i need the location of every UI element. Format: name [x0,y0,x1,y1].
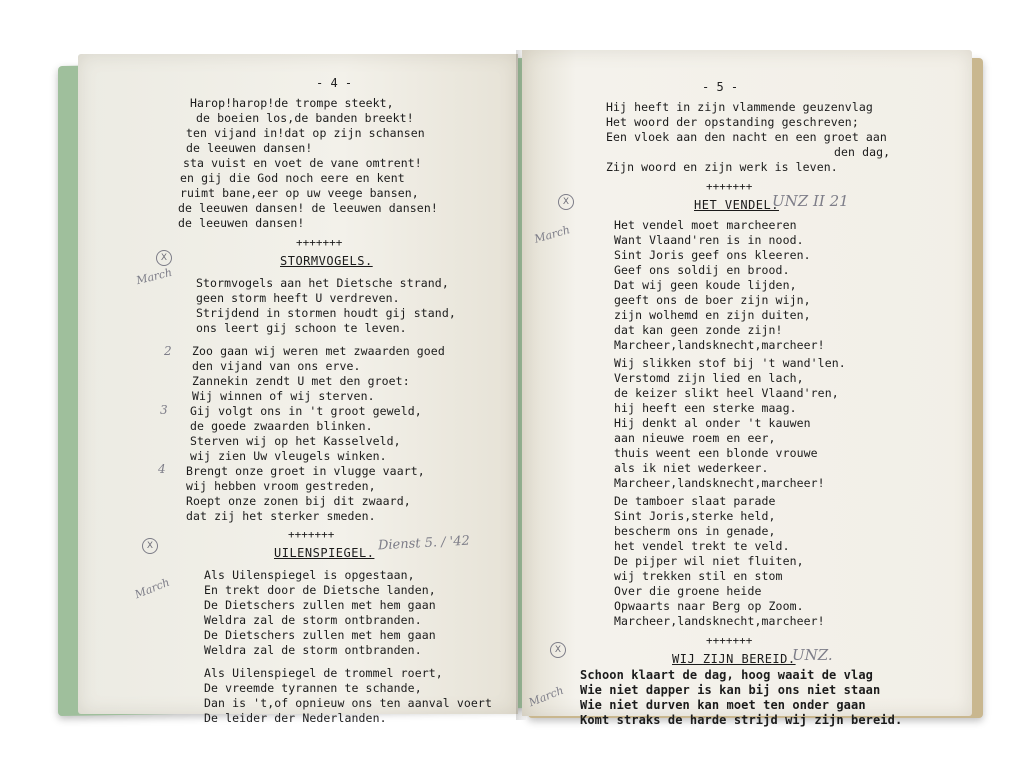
circled-x-mark: X [142,538,158,554]
handwritten-march: March [526,683,566,710]
handwritten-march: March [532,223,572,246]
page-number-4: - 4 - [316,76,353,90]
separator: +++++++ [706,180,753,193]
text-line: geeft ons de boer zijn wijn, [614,293,811,307]
text-line: En trekt door de Dietsche landen, [204,583,436,597]
text-line: Weldra zal de storm ontbranden. [204,643,422,657]
song-title-stormvogels: STORMVOGELS. [280,254,373,268]
text-line: Sterven wij op het Kasselveld, [190,434,401,448]
text-line: Marcheer,landsknecht,marcheer! [614,476,825,490]
handwritten-march: March [132,575,172,602]
open-booklet [58,50,988,727]
text-line: Opwaarts naar Berg op Zoom. [614,599,804,613]
text-line: De tamboer slaat parade [614,494,776,508]
handwritten-unz-note: UNZ. [792,646,833,664]
text-line: geen storm heeft U verdreven. [196,291,400,305]
text-line: Strijdend in stormen houdt gij stand, [196,306,456,320]
text-line: Wie niet durven kan moet ten onder gaan [580,698,866,712]
text-line: Het woord der opstanding geschreven; [606,115,859,129]
text-line: Verstomd zijn lied en lach, [614,371,804,385]
text-line: Zannekin zendt U met den groet: [192,374,410,388]
page-number-5: - 5 - [702,80,739,94]
song-title-het-vendel: HET VENDEL. [694,198,779,212]
text-line: de leeuwen dansen! [186,141,313,155]
text-line: Wie niet dapper is kan bij ons niet staan [580,683,881,697]
separator: +++++++ [288,528,335,541]
text-line: Marcheer,landsknecht,marcheer! [614,338,825,352]
text-line: Wij winnen of wij sterven. [192,389,375,403]
song-title-wij-zijn-bereid: WIJ ZIJN BEREID. [672,652,796,666]
text-line: Als Uilenspiegel is opgestaan, [204,568,415,582]
text-line: Weldra zal de storm ontbranden. [204,613,422,627]
text-line: Zoo gaan wij weren met zwaarden goed [192,344,445,358]
text-line: Dat wij geen koude lijden, [614,278,797,292]
handwritten-number: 4 [158,462,166,476]
text-line: ten vijand in!dat op zijn schansen [186,126,425,140]
text-line: Als Uilenspiegel de trommel roert, [204,666,443,680]
text-line: Want Vlaand'ren is in nood. [614,233,804,247]
separator: +++++++ [706,634,753,647]
text-line: ruimt bane,eer op uw veege bansen, [180,186,419,200]
text-line: den dag, [834,145,891,159]
text-line: wij trekken stil en stom [614,569,783,583]
text-line: Wij slikken stof bij 't wand'len. [614,356,846,370]
text-line: de leeuwen dansen! [178,216,305,230]
text-line: Hij heeft in zijn vlammende geuzenvlag [606,100,873,114]
text-line: Dan is 't,of opnieuw ons ten aanval voert [204,696,492,710]
text-line: de goede zwaarden blinken. [190,419,373,433]
text-line: dat kan geen zonde zijn! [614,323,783,337]
text-line: hij heeft een sterke maag. [614,401,797,415]
text-line: sta vuist en voet de vane omtrent! [183,156,422,170]
text-line: Een vloek aan den nacht en een groet aan [606,130,887,144]
text-line: De leider der Nederlanden. [204,711,387,725]
text-line: dat zij het sterker smeden. [186,509,376,523]
handwritten-dienst-note: Dienst 5. / '42 [377,533,471,554]
text-line: De Dietschers zullen met hem gaan [204,598,436,612]
text-line: bescherm ons in genade, [614,524,776,538]
left-page [78,54,518,725]
text-line: Roept onze zonen bij dit zwaard, [186,494,411,508]
text-line: wij zien Uw vleugels winken. [190,449,387,463]
text-line: de boeien los,de banden breekt! [196,111,414,125]
text-line: wij hebben vroom gestreden, [186,479,376,493]
text-line: Marcheer,landsknecht,marcheer! [614,614,825,628]
song-title-uilenspiegel: UILENSPIEGEL. [274,546,375,560]
text-line: de keizer slikt heel Vlaand'ren, [614,386,839,400]
handwritten-unz-note: UNZ II 21 [772,192,849,210]
text-line: Komt straks de harde strijd wij zijn bereid. [580,713,903,727]
text-line: Gij volgt ons in 't groot geweld, [190,404,422,418]
circled-x-mark: X [550,642,566,658]
text-line: thuis weent een blonde vrouwe [614,446,818,460]
text-line: Schoon klaart de dag, hoog waait de vlag [580,668,873,682]
text-line: en gij die God noch eere en kent [180,171,405,185]
right-page [522,50,972,727]
handwritten-number: 3 [160,403,168,417]
text-line: aan nieuwe roem en eer, [614,431,776,445]
text-line: De pijper wil niet fluiten, [614,554,804,568]
text-line: zijn wolhemd en zijn duiten, [614,308,811,322]
text-line: Harop!harop!de trompe steekt, [190,96,394,110]
text-line: ons leert gij schoon te leven. [196,321,407,335]
text-line: Brengt onze groet in vlugge vaart, [186,464,425,478]
text-line: het vendel trekt te veld. [614,539,790,553]
circled-x-mark: X [156,250,172,266]
text-line: Sint Joris geef ons kleeren. [614,248,811,262]
text-line: Zijn woord en zijn werk is leven. [606,160,838,174]
separator: +++++++ [296,236,343,249]
text-line: Het vendel moet marcheeren [614,218,797,232]
text-line: den vijand van ons erve. [192,359,361,373]
text-line: Over die groene heide [614,584,762,598]
circled-x-mark: X [558,194,574,210]
text-line: Sint Joris,sterke held, [614,509,776,523]
text-line: Stormvogels aan het Dietsche strand, [196,276,449,290]
text-line: De Dietschers zullen met hem gaan [204,628,436,642]
handwritten-number: 2 [164,344,172,358]
text-line: De vreemde tyrannen te schande, [204,681,422,695]
text-line: Geef ons soldij en brood. [614,263,790,277]
text-line: Hij denkt al onder 't kauwen [614,416,811,430]
text-line: als ik niet wederkeer. [614,461,769,475]
handwritten-march: March [134,265,174,288]
text-line: de leeuwen dansen! de leeuwen dansen! [178,201,438,215]
